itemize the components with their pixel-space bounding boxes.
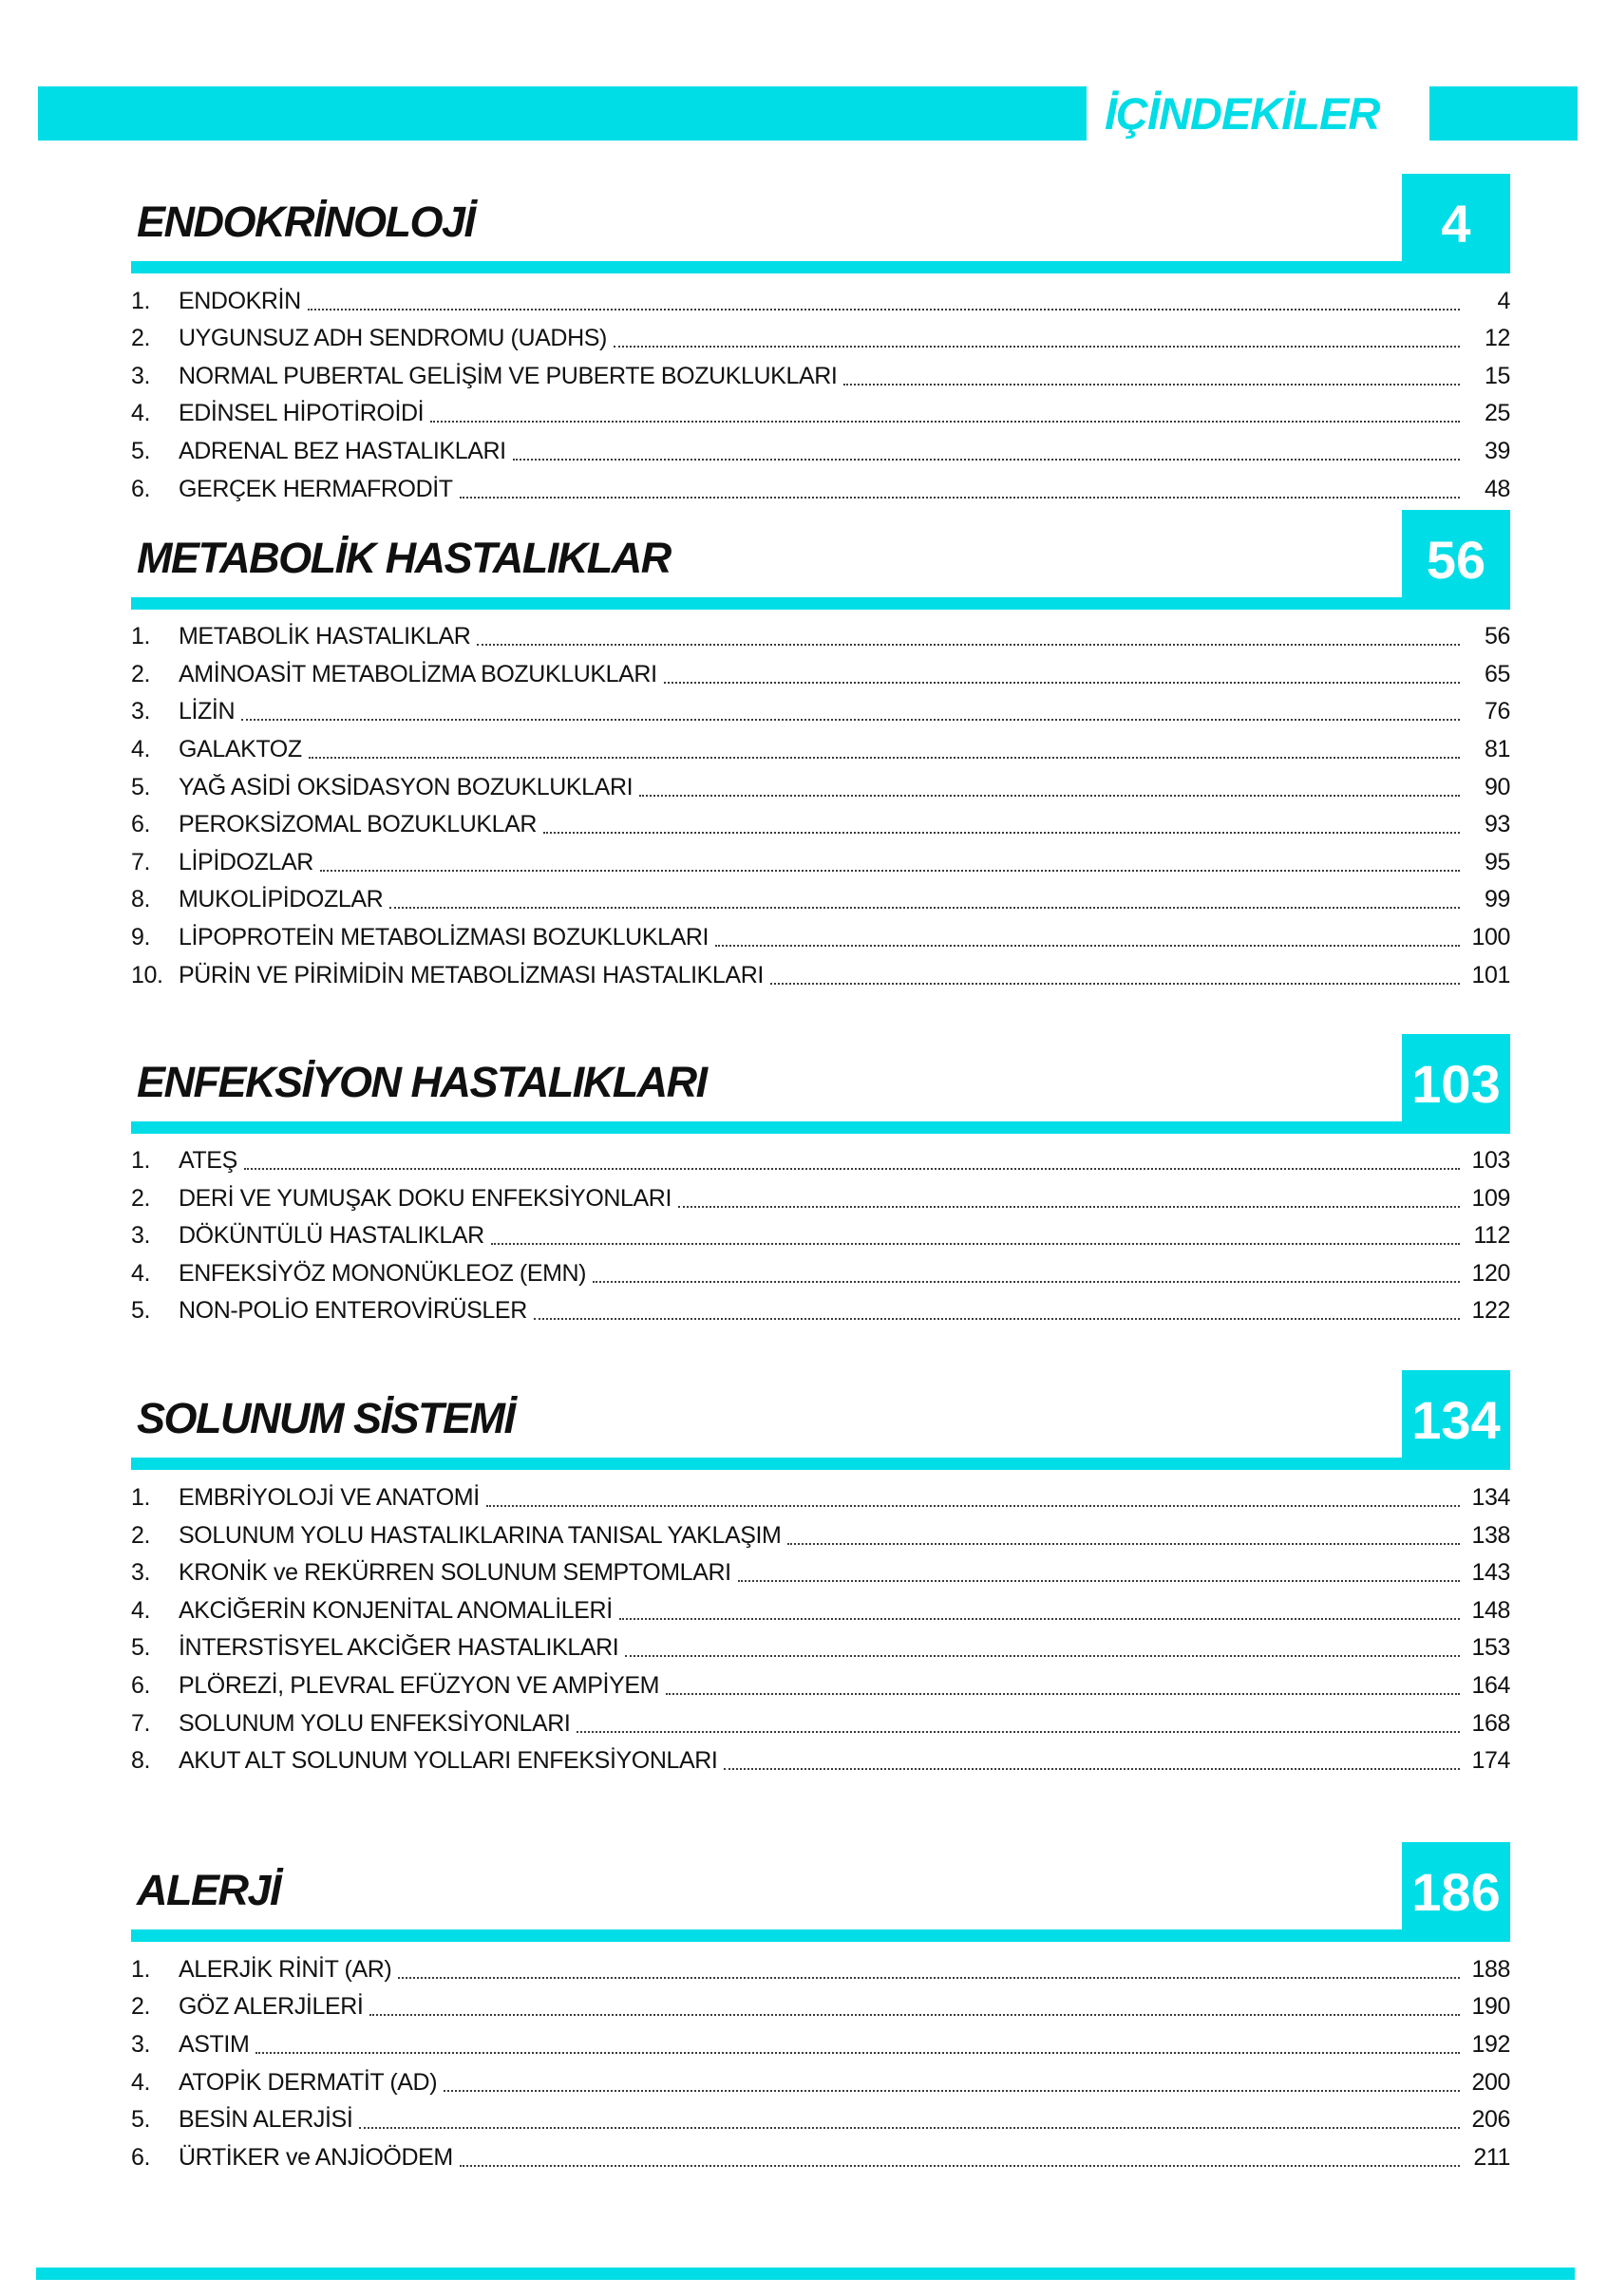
entry-number: 7. <box>131 1709 151 1737</box>
entry-page-number: 25 <box>1484 400 1510 427</box>
entry-leader-dots <box>359 2127 1460 2129</box>
entry-page-number: 190 <box>1471 1993 1510 2021</box>
toc-entry <box>131 1591 1510 1629</box>
toc-entry <box>131 843 1510 881</box>
entry-number: 3. <box>131 362 151 389</box>
entry-number: 1. <box>131 1955 151 1983</box>
section-title: ENDOKRİNOLOJİ <box>137 198 475 246</box>
entry-title: LİZİN <box>179 698 236 725</box>
entry-leader-dots <box>543 832 1460 834</box>
entry-page-number: 120 <box>1471 1259 1510 1287</box>
entry-number: 2. <box>131 1184 151 1212</box>
entry-leader-dots <box>787 1543 1460 1545</box>
entry-number: 6. <box>131 811 151 838</box>
section-entries <box>131 1142 1510 1330</box>
entry-title: PEROKSİZOMAL BOZUKLUKLAR <box>179 811 538 838</box>
entry-leader-dots <box>389 907 1460 909</box>
entry-title: AKUT ALT SOLUNUM YOLLARI ENFEKSİYONLARI <box>179 1747 718 1775</box>
entry-title: EDİNSEL HİPOTİROİDİ <box>179 400 425 427</box>
entry-leader-dots <box>309 757 1460 759</box>
toc-entry <box>131 1988 1510 2026</box>
entry-title: DÖKÜNTÜLÜ HASTALIKLAR <box>179 1222 484 1250</box>
section-entries <box>131 618 1510 994</box>
toc-entry <box>131 2138 1510 2176</box>
entry-title: GÖZ ALERJİLERİ <box>179 1993 364 2021</box>
entry-leader-dots <box>444 2090 1460 2092</box>
entry-title: MUKOLİPİDOZLAR <box>179 886 384 913</box>
entry-leader-dots <box>244 1168 1460 1170</box>
entry-title: KRONİK ve REKÜRREN SOLUNUM SEMPTOMLARI <box>179 1559 731 1587</box>
entry-leader-dots <box>593 1281 1460 1283</box>
section-page-badge: 56 <box>1402 510 1510 610</box>
entry-number: 5. <box>131 773 151 800</box>
section-header <box>131 1034 1510 1134</box>
entry-leader-dots <box>843 384 1460 386</box>
entry-number: 7. <box>131 848 151 875</box>
entry-page-number: 39 <box>1484 437 1510 464</box>
section-header <box>131 1842 1510 1942</box>
toc-entry <box>131 1254 1510 1292</box>
entry-title: İNTERSTİSYEL AKCİĞER HASTALIKLARI <box>179 1634 619 1662</box>
entry-title: AMİNOASİT METABOLİZMA BOZUKLUKLARI <box>179 660 657 687</box>
section-rule <box>131 597 1510 610</box>
entry-number: 3. <box>131 2031 151 2058</box>
entry-page-number: 148 <box>1471 1596 1510 1624</box>
entry-title: NORMAL PUBERTAL GELİŞİM VE PUBERTE BOZUKLUKLARI <box>179 362 838 389</box>
entry-page-number: 12 <box>1484 325 1510 352</box>
entry-leader-dots <box>477 644 1460 646</box>
entry-title: ENDOKRİN <box>179 287 301 314</box>
entry-page-number: 112 <box>1473 1222 1510 1250</box>
section-rule <box>131 261 1510 273</box>
entry-number: 1. <box>131 623 151 650</box>
page-title: İÇİNDEKİLER <box>1105 88 1380 139</box>
entry-leader-dots <box>255 2052 1460 2054</box>
entry-leader-dots <box>513 459 1460 461</box>
entry-page-number: 143 <box>1471 1559 1510 1587</box>
entry-number: 6. <box>131 1672 151 1700</box>
toc-section <box>131 1842 1510 2176</box>
entry-number: 5. <box>131 1634 151 1662</box>
toc-entry <box>131 432 1510 470</box>
entry-page-number: 15 <box>1484 362 1510 389</box>
entry-leader-dots <box>625 1655 1460 1657</box>
entry-title: NON-POLİO ENTEROVİRÜSLER <box>179 1297 527 1325</box>
toc-entry <box>131 1629 1510 1667</box>
entry-title: PÜRİN VE PİRİMİDİN METABOLİZMASI HASTALIKLARI <box>179 961 764 988</box>
entry-number: 2. <box>131 1521 151 1549</box>
entry-title: SOLUNUM YOLU HASTALIKLARINA TANISAL YAKLAŞIM <box>179 1521 782 1549</box>
toc-entry <box>131 470 1510 508</box>
entry-page-number: 65 <box>1484 660 1510 687</box>
section-page-badge: 186 <box>1402 1842 1510 1942</box>
entry-title: LİPOPROTEİN METABOLİZMASI BOZUKLUKLARI <box>179 923 709 950</box>
section-page-badge: 134 <box>1402 1370 1510 1470</box>
entry-number: 5. <box>131 2106 151 2134</box>
entry-title: YAĞ ASİDİ OKSİDASYON BOZUKLUKLARI <box>179 773 634 800</box>
entry-page-number: 76 <box>1484 698 1510 725</box>
entry-leader-dots <box>486 1505 1460 1507</box>
entry-leader-dots <box>398 1977 1460 1979</box>
toc-section <box>131 1034 1510 1330</box>
entry-page-number: 188 <box>1471 1955 1510 1983</box>
toc-section <box>131 174 1510 508</box>
entry-number: 5. <box>131 1297 151 1325</box>
toc-entry <box>131 1142 1510 1180</box>
entry-leader-dots <box>619 1618 1460 1620</box>
section-header <box>131 510 1510 610</box>
toc-entry <box>131 956 1510 994</box>
toc-entry <box>131 918 1510 956</box>
toc-entry <box>131 1742 1510 1780</box>
toc-entry <box>131 395 1510 433</box>
entry-page-number: 90 <box>1484 773 1510 800</box>
entry-title: ADRENAL BEZ HASTALIKLARI <box>179 437 506 464</box>
entry-leader-dots <box>369 2014 1460 2016</box>
section-title: ENFEKSİYON HASTALIKLARI <box>137 1057 707 1106</box>
entry-title: ASTIM <box>179 2031 250 2058</box>
entry-number: 1. <box>131 287 151 314</box>
entry-title: GALAKTOZ <box>179 735 302 762</box>
entry-page-number: 4 <box>1497 287 1510 314</box>
entry-number: 4. <box>131 1596 151 1624</box>
entry-page-number: 174 <box>1471 1747 1510 1775</box>
entry-leader-dots <box>241 719 1460 721</box>
section-rule <box>131 1929 1510 1942</box>
toc-entry <box>131 282 1510 320</box>
entry-title: GERÇEK HERMAFRODİT <box>179 475 453 502</box>
entry-number: 5. <box>131 437 151 464</box>
entry-leader-dots <box>678 1206 1460 1208</box>
toc-entry <box>131 1704 1510 1742</box>
entry-title: METABOLİK HASTALIKLAR <box>179 623 471 650</box>
entry-page-number: 100 <box>1471 923 1510 950</box>
entry-page-number: 101 <box>1471 961 1510 988</box>
entry-title: EMBRİYOLOJİ VE ANATOMİ <box>179 1484 480 1512</box>
entry-leader-dots <box>320 870 1460 872</box>
entry-title: BESİN ALERJİSİ <box>179 2106 353 2134</box>
footer-rule <box>36 2268 1575 2280</box>
toc-entry <box>131 1217 1510 1255</box>
entry-page-number: 164 <box>1471 1672 1510 1700</box>
entry-title: SOLUNUM YOLU ENFEKSİYONLARI <box>179 1709 571 1737</box>
toc-entry <box>131 1516 1510 1554</box>
entry-number: 4. <box>131 2068 151 2096</box>
entry-leader-dots <box>770 983 1460 985</box>
toc-section <box>131 1370 1510 1779</box>
entry-leader-dots <box>738 1580 1460 1582</box>
section-title: SOLUNUM SİSTEMİ <box>137 1394 515 1443</box>
toc-entry <box>131 655 1510 693</box>
section-header <box>131 174 1510 273</box>
entry-leader-dots <box>430 421 1460 423</box>
toc-entry <box>131 1950 1510 1988</box>
toc-entry <box>131 357 1510 395</box>
entry-leader-dots <box>308 309 1460 311</box>
toc-entry <box>131 806 1510 844</box>
entry-title: ATEŞ <box>179 1147 237 1175</box>
entry-page-number: 192 <box>1471 2031 1510 2058</box>
entry-page-number: 138 <box>1471 1521 1510 1549</box>
entry-number: 4. <box>131 1259 151 1287</box>
toc-section <box>131 510 1510 994</box>
toc-entry <box>131 320 1510 358</box>
entry-page-number: 99 <box>1484 886 1510 913</box>
entry-title: ALERJİK RİNİT (AR) <box>179 1955 392 1983</box>
entry-leader-dots <box>639 795 1460 797</box>
section-entries <box>131 282 1510 508</box>
toc-entry <box>131 730 1510 768</box>
toc-entry <box>131 1478 1510 1516</box>
toc-entry <box>131 1554 1510 1592</box>
toc-entry <box>131 2101 1510 2139</box>
entry-number: 4. <box>131 400 151 427</box>
entry-number: 4. <box>131 735 151 762</box>
section-rule <box>131 1121 1510 1134</box>
entry-page-number: 56 <box>1484 623 1510 650</box>
section-rule <box>131 1458 1510 1470</box>
entry-number: 9. <box>131 923 151 950</box>
entry-page-number: 109 <box>1471 1184 1510 1212</box>
entry-leader-dots <box>614 346 1460 348</box>
entry-number: 6. <box>131 475 151 502</box>
toc-entry <box>131 1666 1510 1704</box>
entry-title: DERİ VE YUMUŞAK DOKU ENFEKSİYONLARI <box>179 1184 672 1212</box>
entry-page-number: 103 <box>1471 1147 1510 1175</box>
section-title: METABOLİK HASTALIKLAR <box>137 533 671 582</box>
entry-page-number: 168 <box>1471 1709 1510 1737</box>
section-entries <box>131 1950 1510 2176</box>
entry-title: ENFEKSİYÖZ MONONÜKLEOZ (EMN) <box>179 1259 587 1287</box>
section-page-badge: 4 <box>1402 174 1510 273</box>
table-of-contents <box>131 0 1510 2176</box>
entry-page-number: 48 <box>1484 475 1510 502</box>
entry-page-number: 122 <box>1471 1297 1510 1325</box>
entry-leader-dots <box>460 497 1460 499</box>
section-page-badge: 103 <box>1402 1034 1510 1134</box>
entry-number: 2. <box>131 660 151 687</box>
entry-title: ÜRTİKER ve ANJİOÖDEM <box>179 2143 453 2171</box>
toc-entry <box>131 1179 1510 1217</box>
entry-number: 3. <box>131 1559 151 1587</box>
entry-title: UYGUNSUZ ADH SENDROMU (UADHS) <box>179 325 607 352</box>
entry-number: 3. <box>131 1222 151 1250</box>
entry-title: PLÖREZİ, PLEVRAL EFÜZYON VE AMPİYEM <box>179 1672 660 1700</box>
entry-page-number: 134 <box>1471 1484 1510 1512</box>
toc-entry <box>131 1292 1510 1330</box>
section-entries <box>131 1478 1510 1779</box>
entry-number: 1. <box>131 1147 151 1175</box>
toc-entry <box>131 2063 1510 2101</box>
entry-number: 2. <box>131 325 151 352</box>
entry-leader-dots <box>664 682 1460 684</box>
toc-entry <box>131 881 1510 919</box>
entry-page-number: 153 <box>1471 1634 1510 1662</box>
toc-entry <box>131 693 1510 731</box>
entry-number: 10. <box>131 961 163 988</box>
entry-title: LİPİDOZLAR <box>179 848 313 875</box>
toc-entry <box>131 618 1510 656</box>
entry-leader-dots <box>715 945 1460 947</box>
entry-leader-dots <box>724 1768 1460 1770</box>
entry-number: 8. <box>131 1747 151 1775</box>
entry-leader-dots <box>491 1243 1460 1245</box>
entry-number: 6. <box>131 2143 151 2171</box>
entry-page-number: 81 <box>1484 735 1510 762</box>
toc-entry <box>131 768 1510 806</box>
entry-leader-dots <box>666 1693 1460 1695</box>
entry-number: 1. <box>131 1484 151 1512</box>
entry-leader-dots <box>460 2165 1460 2167</box>
entry-page-number: 200 <box>1471 2068 1510 2096</box>
entry-page-number: 211 <box>1473 2143 1510 2171</box>
entry-page-number: 95 <box>1484 848 1510 875</box>
entry-number: 3. <box>131 698 151 725</box>
entry-number: 8. <box>131 886 151 913</box>
section-title: ALERJİ <box>137 1866 281 1915</box>
entry-title: ATOPİK DERMATİT (AD) <box>179 2068 438 2096</box>
entry-title: AKCİĞERİN KONJENİTAL ANOMALİLERİ <box>179 1596 613 1624</box>
section-header <box>131 1370 1510 1470</box>
entry-page-number: 206 <box>1471 2106 1510 2134</box>
entry-page-number: 93 <box>1484 811 1510 838</box>
toc-entry <box>131 2025 1510 2063</box>
entry-leader-dots <box>534 1318 1460 1320</box>
entry-leader-dots <box>577 1731 1460 1733</box>
entry-number: 2. <box>131 1993 151 2021</box>
